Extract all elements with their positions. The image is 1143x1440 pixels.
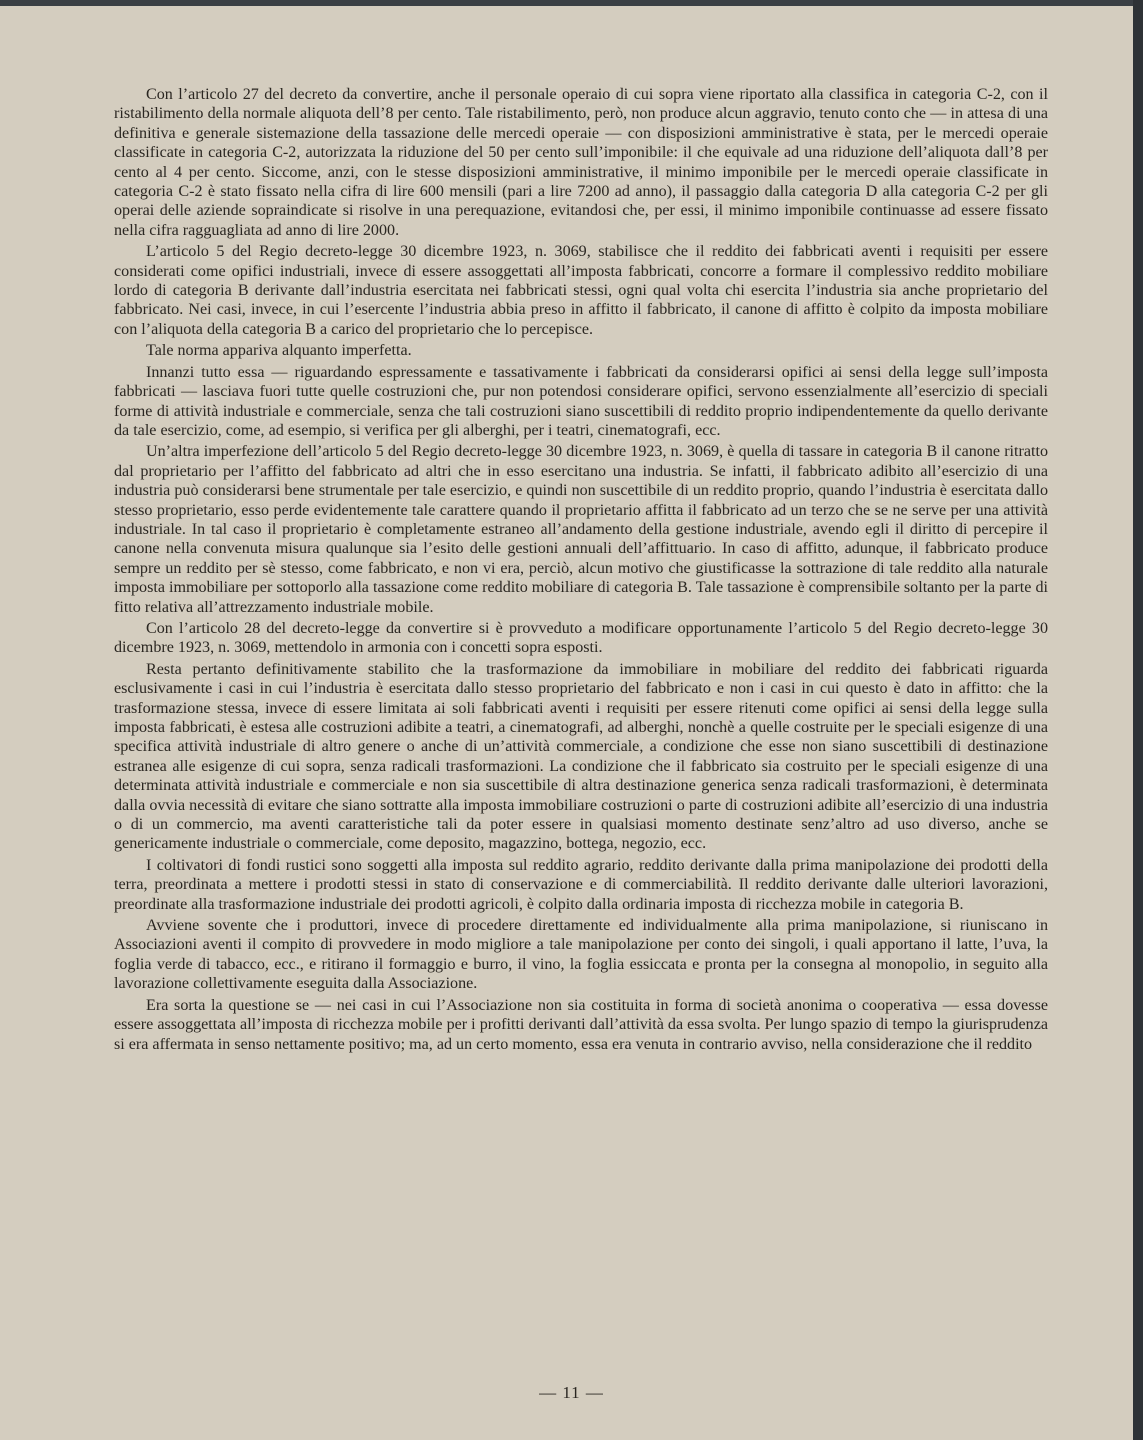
scan-top-edge [0, 0, 1143, 6]
paragraph-2: L’articolo 5 del Regio decreto-legge 30 dicembre 1923, n. 3069, stabilisce che il reddito dei fabbricati aventi i requisiti per essere considerati come opifici industriali, invece di essere assoggettati all’imposta fabbricati, concorre a formare il complessivo reddito mobiliare lordo di categoria B derivante dall’industria esercitata nei fabbricati stessi, ogni qual volta chi esercita l’industria sia anche proprietario del fabbricato. Nei casi, invece, in cui l’esercente l’industria abbia preso in affitto il fabbricato, il canone di affitto è colpito da imposta mobiliare con l’aliquota della categoria B a carico del proprietario che lo percepisce. [114, 243, 1048, 338]
scan-right-edge [1133, 0, 1143, 1440]
paragraph-9: Avviene sovente che i produttori, invece di procedere direttamente ed individualmente alla prima manipolazione, si riuniscano in Associazioni aventi il compito di provvedere in modo migliore a tale manipolazione per conto dei singoli, i quali apportano il latte, l’uva, la foglia verde di tabacco, ecc., e ritirano il formaggio e burro, il vino, la foglia essiccata e pronta per la consegna al monopolio, in seguito alla lavorazione collettivamente eseguita dalla Associazione. [114, 917, 1048, 993]
body-text [114, 85, 1048, 1056]
paragraph-6: Con l’articolo 28 del decreto-legge da convertire si è provveduto a modificare opportunamente l’articolo 5 del Regio decreto-legge 30 dicembre 1923, n. 3069, mettendolo in armonia con i concetti sopra esposti. [114, 619, 1048, 657]
paragraph-7: Resta pertanto definitivamente stabilito che la trasformazione da immobiliare in mobiliare del reddito dei fabbricati riguarda esclusivamente i casi in cui l’industria è esercitata dallo stesso proprietario del fabbricato e non i casi in cui questo è dato in affitto: che la trasformazione stessa, invece di essere limitata ai soli fabbricati aventi i requisiti per essere ritenuti come opifici ai sensi della legge sulla imposta fabbricati, è estesa alle costruzioni adibite a teatri, a cinematografi, ad alberghi, nonchè a quelle costruite per le speciali esigenze di una specifica attività industriale di altro genere o anche di un’attività commerciale, a condizione che esse non siano suscettibili di destinazione estranea alle esigenze di cui sopra, senza radicali trasformazioni. La condizione che il fabbricato sia costruito per le speciali esigenze di una determinata attività industriale e commerciale e non sia suscettibile di altra destinazione generica senza radicali trasformazioni, è determinata dalla ovvia necessità di evitare che siano sottratte alla imposta immobiliare costruzioni o parte di costruzioni adibite all’esercizio di una industria o di un commercio, ma aventi caratteristiche tali da poter essere in qualsiasi momento destinate senz’altro ad uso diverso, anche se genericamente industriale o commerciale, come deposito, magazzino, bottega, negozio, ecc. [114, 660, 1048, 853]
paragraph-5: Un’altra imperfezione dell’articolo 5 del Regio decreto-legge 30 dicembre 1923, n. 3069, è quella di tassare in categoria B il canone ritratto dal proprietario per l’affitto del fabbricato ad altri che in esso esercitano una industria. Se infatti, il fabbricato adibito all’esercizio di una industria può considerarsi bene strumentale per tale esercizio, e quindi non suscettibile di un reddito proprio, quando l’industria è esercitata dallo stesso proprietario, esso perde evidentemente tale carattere quando il proprietario affitta il fabbricato ad un terzo che se ne serve per una attività industriale. In tal caso il proprietario è completamente estraneo all’andamento della gestione industriale, avendo egli il diritto di percepire il canone nella convenuta misura qualunque sia l’esito delle gestioni annuali dell’affittuario. In caso di affitto, adunque, il fabbricato produce sempre un reddito per sè stesso, come fabbricato, e non vi era, perciò, alcun motivo che giustificasse la sottrazione di tale reddito alla naturale imposta immobiliare per sottoporlo alla tassazione come reddito mobiliare di categoria B. Tale tassazione è comprensibile soltanto per la parte di fitto relativa all’attrezzamento industriale mobile. [114, 443, 1048, 616]
paragraph-4: Innanzi tutto essa — riguardando espressamente e tassativamente i fabbricati da considerarsi opifici ai sensi della legge sull’imposta fabbricati — lasciava fuori tutte quelle costruzioni che, pur non potendosi considerare opifici, servono essenzialmente all’esercizio di speciali forme di attività industriale e commerciale, senza che tali costruzioni siano suscettibili di reddito proprio indipendentemente da quello derivante da tale esercizio, come, ad esempio, si verifica per gli alberghi, per i teatri, cinematografi, ecc. [114, 363, 1048, 439]
paragraph-10: Era sorta la questione se — nei casi in cui l’Associazione non sia costituita in forma di società anonima o cooperativa — essa dovesse essere assoggettata all’imposta di ricchezza mobile per i profitti derivanti dall’attività da essa svolta. Per lungo spazio di tempo la giurisprudenza si era affermata in senso nettamente positivo; ma, ad un certo momento, essa era venuta in contrario avviso, nella considerazione che il reddito [114, 996, 1048, 1053]
page-number: — 11 — [539, 1383, 604, 1402]
paragraph-8: I coltivatori di fondi rustici sono soggetti alla imposta sul reddito agrario, reddito derivante dalla prima manipolazione dei prodotti della terra, preordinata a mettere i prodotti stessi in stato di conservazione e di commerciabilità. Il reddito derivante dalle ulteriori lavorazioni, preordinate alla trasformazione industriale dei prodotti agricoli, è colpito dalla ordinaria imposta di ricchezza mobile in categoria B. [114, 856, 1048, 913]
paragraph-3: Tale norma appariva alquanto imperfetta. [146, 342, 412, 360]
paragraph-1: Con l’articolo 27 del decreto da convertire, anche il personale operaio di cui sopra viene riportato alla classifica in categoria C-2, con il ristabilimento della normale aliquota dell’8 per cento. Tale ristabilimento, però, non produce alcun aggravio, tenuto conto che — in attesa di una definitiva e generale sistemazione della tassazione delle mercedi operaie — con disposizioni amministrative è stata, per le mercedi operaie classificate in categoria C-2, autorizzata la riduzione del 50 per cento sull’imponibile: il che equivale ad una riduzione dell’aliquota dall’8 per cento al 4 per cento. Siccome, anzi, con le stesse disposizioni amministrative, il minimo imponibile per le mercedi operaie classificate in categoria C-2 è stato fissato nella cifra di lire 600 mensili (pari a lire 7200 ad anno), il passaggio dalla categoria D alla categoria C-2 per gli operai delle aziende sopraindicate si risolve in una perequazione, evitandosi che, per essi, il minimo imponibile continuasse ad essere fissato nella cifra ragguagliata ad anno di lire 2000. [114, 86, 1048, 239]
